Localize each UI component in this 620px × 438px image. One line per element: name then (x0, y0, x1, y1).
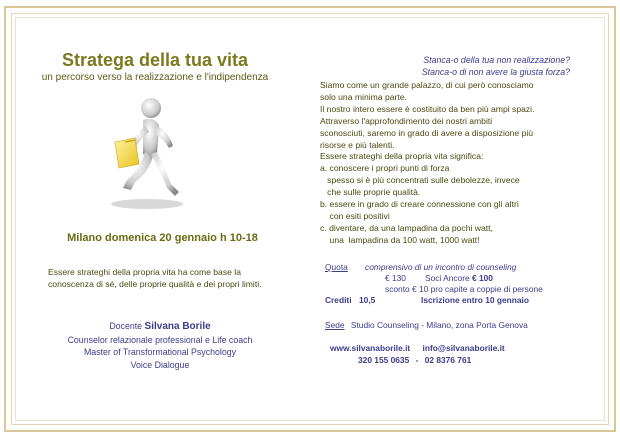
phone-separator: - (415, 354, 419, 365)
event-date: Milano domenica 20 gennaio h 10-18 (67, 232, 258, 244)
venue-label: Sede (325, 320, 345, 330)
teacher-line-4: Voice Dialogue (130, 359, 190, 370)
question-1: Stanca-o della tua non realizzazione? (423, 55, 570, 65)
credits-row (325, 295, 565, 306)
description-line: Attraverso l'approfondimento dei nostri ambiti (320, 115, 493, 126)
teacher-line-3: Master of Transformational Psychology (83, 347, 237, 357)
price-single: € 130 (385, 273, 406, 283)
teacher-prefix: Docente (109, 321, 145, 331)
description-line: con esiti positivi (320, 210, 390, 221)
description-line: solo una minima parte. (320, 91, 407, 102)
price-members-label: Soci Ancore (425, 273, 470, 283)
teacher-name: Silvana Borile (144, 321, 211, 332)
quota-row (325, 262, 565, 273)
discount-row (325, 284, 565, 295)
teacher-info (0, 320, 320, 371)
description-line: sconosciuti, saremo in grado di avere a disposizione più (320, 127, 534, 138)
page-title: Stratega della tua vita (61, 50, 249, 70)
description-line: b. essere in grado di creare connessione con gli altri (320, 199, 519, 210)
email-link[interactable]: info@silvanaborile.it (422, 343, 505, 353)
description-line: a. conoscere i propri punti di forza (320, 163, 450, 174)
basis-text (48, 266, 308, 290)
web-email-row (330, 343, 505, 355)
website-link[interactable]: www.silvanaborile.it (330, 343, 411, 353)
subtitle: un percorso verso la realizzazione e l'indipendenza (41, 72, 269, 83)
basis-line-2: conoscenza di sé, delle proprie qualità e dei propri limiti. (48, 279, 262, 289)
contacts (330, 343, 505, 366)
description-line: risorse e più talenti. (320, 139, 395, 150)
teacher-line-2: Counselor relazionale professional e Life coach (67, 334, 253, 345)
teacher-line-1 (0, 320, 320, 334)
right-column (320, 54, 570, 247)
venue-value: Studio Counseling - Milano, zona Porta Genova (350, 320, 528, 330)
description-line: Essere strateghi della propria vita significa: (320, 151, 484, 162)
credits-value: 10,5 (359, 295, 376, 305)
description-line: Siamo come un grande palazzo, di cui però conosciamo (320, 80, 534, 90)
description-line: spesso si è più concentrati sulle debolezze, invece (320, 175, 520, 186)
description-text (320, 80, 570, 247)
pricing-block (325, 262, 565, 306)
description-line: Il nostro intero essere è costituito da ben più ampi spazi. (320, 103, 535, 114)
price-row (325, 273, 565, 284)
phone-row (358, 355, 505, 367)
description-line: c. diventare, da una lampadina da pochi watt, (320, 222, 493, 233)
quota-label: Quota (325, 262, 348, 272)
basis-line-1: Essere strateghi della propria vita ha come base la (48, 267, 241, 277)
description-line: che sulle proprie qualità. (320, 187, 421, 198)
question-2: Stanca-o di non avere la giusta forza? (421, 67, 570, 77)
description-line: una lampadina da 100 watt, 1000 watt! (320, 234, 480, 245)
discount-text: sconto € 10 pro capite a coppie di persone (385, 284, 543, 294)
venue (325, 320, 528, 330)
deadline-text: Iscrizione entro 10 gennaio (421, 295, 529, 305)
phone-1: 320 155 0635 (358, 354, 410, 365)
phone-2: 02 8376 761 (424, 354, 472, 365)
running-figure-illustration (95, 92, 195, 212)
credits-label: Crediti (325, 295, 352, 305)
price-members: € 100 (472, 273, 493, 283)
quota-description: comprensivo di un incontro di counseling (365, 262, 517, 272)
